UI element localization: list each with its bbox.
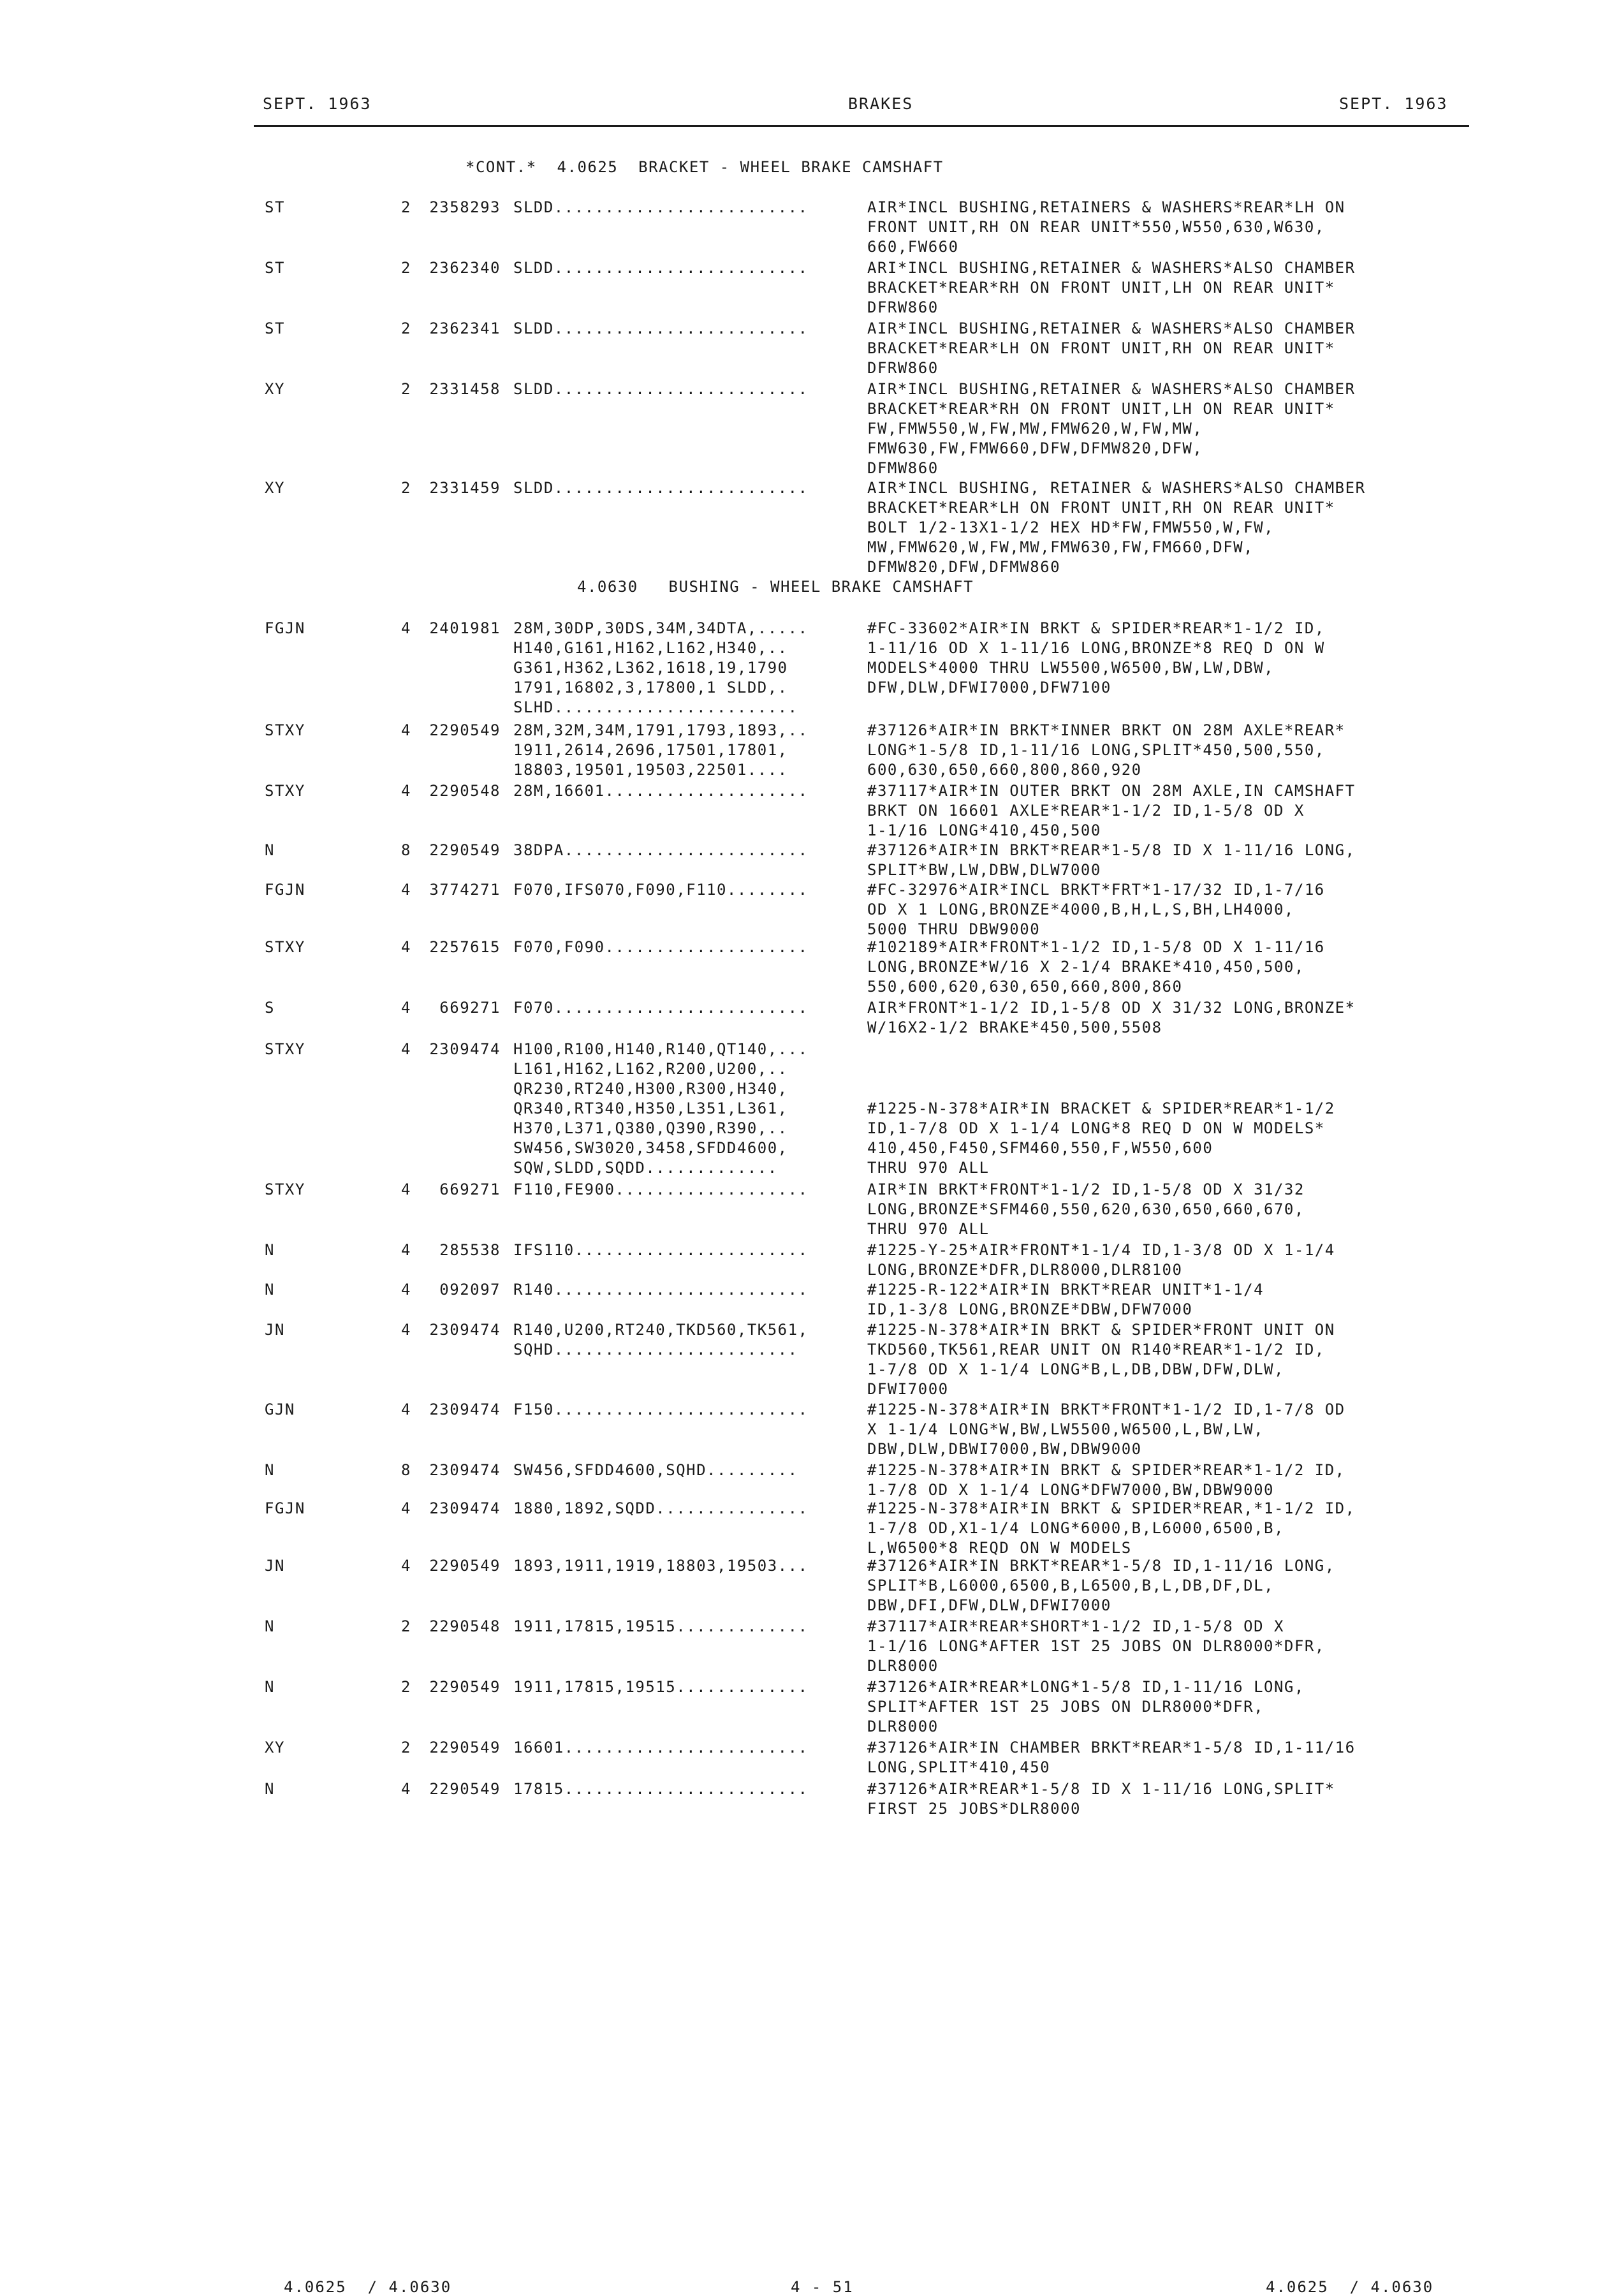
entry-models: [513, 619, 809, 718]
entry-code: ST: [265, 320, 285, 337]
description-line: L,W6500*8 REQD ON W MODELS: [867, 1539, 1132, 1557]
description-line: ARI*INCL BUSHING,RETAINER & WASHERS*ALSO CHAMBER: [867, 259, 1356, 277]
entry-part-number: 2331458: [429, 380, 501, 398]
description-line: #37126*AIR*IN BRKT*REAR*1-5/8 ID,1-11/16 LONG,: [867, 1557, 1335, 1575]
entry-part-number: 2401981: [429, 619, 501, 637]
model-line: QR340,RT340,H350,L351,L361,: [513, 1100, 788, 1117]
description-line: #102189*AIR*FRONT*1-1/2 ID,1-5/8 OD X 1-11/16: [867, 938, 1325, 956]
entry-description: [867, 1617, 1325, 1676]
entry-part-number: 3774271: [429, 881, 501, 899]
entry-models: [513, 841, 809, 860]
model-line: R140,U200,RT240,TKD560,TK561,: [513, 1321, 809, 1339]
description-line: 1-7/8 OD X 1-1/4 LONG*B,L,DB,DBW,DFW,DLW,: [867, 1360, 1284, 1378]
description-line: FW,FMW550,W,FW,MW,FMW620,W,FW,MW,: [867, 420, 1203, 438]
description-line: #37126*AIR*REAR*LONG*1-5/8 ID,1-11/16 LONG,: [867, 1678, 1305, 1696]
entry-models: [513, 781, 809, 801]
entry-description: [867, 258, 1356, 318]
entry-description: [867, 841, 1356, 880]
model-line: SLDD.........................: [513, 380, 809, 398]
model-line: 16601........................: [513, 1739, 809, 1756]
header-title: BRAKES: [848, 94, 914, 113]
entry-models: [513, 478, 809, 498]
model-line: QR230,RT240,H300,R300,H340,: [513, 1080, 788, 1098]
entry-code: N: [265, 1241, 275, 1259]
description-line: BRACKET*REAR*LH ON FRONT UNIT,RH ON REAR UNIT*: [867, 339, 1335, 357]
model-line: 1911,17815,19515.............: [513, 1617, 809, 1635]
entry-quantity: 4: [401, 1321, 411, 1339]
description-line: #FC-33602*AIR*IN BRKT & SPIDER*REAR*1-1/2 ID,: [867, 619, 1325, 637]
description-line: DFWI7000: [867, 1380, 949, 1398]
entry-quantity: 2: [401, 1739, 411, 1756]
description-line: #37126*AIR*IN CHAMBER BRKT*REAR*1-5/8 ID,1-11/16: [867, 1739, 1356, 1756]
entry-quantity: 4: [401, 1499, 411, 1517]
entry-models: [513, 258, 809, 278]
entry-code: XY: [265, 1739, 285, 1756]
entry-part-number: 2309474: [429, 1499, 501, 1517]
model-line: 1791,16802,3,17800,1 SLDD,.: [513, 679, 788, 696]
model-line: SQHD........................: [513, 1341, 798, 1358]
entry-models: [513, 1617, 809, 1637]
entry-quantity: 2: [401, 198, 411, 216]
description-line: [867, 1079, 1335, 1099]
entry-description: [867, 781, 1356, 841]
description-line: DLR8000: [867, 1718, 939, 1735]
entry-code: N: [265, 1281, 275, 1299]
entry-description: [867, 1779, 1335, 1819]
description-line: DFMW860: [867, 459, 939, 477]
footer-right: 4.0625 / 4.0630: [1266, 2278, 1434, 2296]
entry-code: FGJN: [265, 1499, 305, 1517]
description-line: MW,FMW620,W,FW,MW,FMW630,FW,FM660,DFW,: [867, 538, 1254, 556]
model-line: H140,G161,H162,L162,H340,..: [513, 639, 788, 657]
entry-quantity: 4: [401, 1780, 411, 1798]
description-line: #1225-Y-25*AIR*FRONT*1-1/4 ID,1-3/8 OD X 1-1/4: [867, 1241, 1335, 1259]
description-line: 1-7/8 OD,X1-1/4 LONG*6000,B,L6000,6500,B,: [867, 1519, 1284, 1537]
entry-part-number: 2309474: [429, 1040, 501, 1058]
description-line: 660,FW660: [867, 238, 959, 256]
description-line: X 1-1/4 LONG*W,BW,LW5500,W6500,L,BW,LW,: [867, 1420, 1264, 1438]
model-line: L161,H162,L162,R200,U200,..: [513, 1060, 788, 1078]
model-line: F150.........................: [513, 1401, 809, 1418]
description-line: #1225-R-122*AIR*IN BRKT*REAR UNIT*1-1/4: [867, 1281, 1264, 1299]
description-line: LONG,BRONZE*W/16 X 2-1/4 BRAKE*410,450,500,: [867, 958, 1305, 976]
footer-left: 4.0625 / 4.0630: [284, 2278, 452, 2296]
description-line: 1-7/8 OD X 1-1/4 LONG*DFW7000,BW,DBW9000: [867, 1481, 1274, 1499]
entry-description: [867, 1240, 1335, 1280]
entry-description: [867, 1499, 1356, 1558]
model-line: SW456,SW3020,3458,SFDD4600,: [513, 1139, 788, 1157]
entry-part-number: 669271: [439, 999, 501, 1017]
model-line: SQW,SLDD,SQDD.............: [513, 1159, 778, 1177]
entry-part-number: 2257615: [429, 938, 501, 956]
description-line: BRACKET*REAR*RH ON FRONT UNIT,LH ON REAR UNIT*: [867, 400, 1335, 418]
header-rule: [254, 125, 1469, 127]
entry-code: S: [265, 999, 275, 1017]
model-line: H100,R100,H140,R140,QT140,...: [513, 1040, 809, 1058]
entry-quantity: 2: [401, 1678, 411, 1696]
model-line: R140.........................: [513, 1281, 809, 1299]
model-line: SLDD.........................: [513, 259, 809, 277]
entry-code: FGJN: [265, 881, 305, 899]
entry-quantity: 2: [401, 380, 411, 398]
description-line: #37126*AIR*REAR*1-5/8 ID X 1-11/16 LONG,SPLIT*: [867, 1780, 1335, 1798]
entry-part-number: 2290549: [429, 1739, 501, 1756]
model-line: F110,FE900...................: [513, 1181, 809, 1198]
description-line: LONG,BRONZE*DFR,DLR8000,DLR8100: [867, 1261, 1183, 1279]
entry-quantity: 4: [401, 938, 411, 956]
entry-models: [513, 1180, 809, 1200]
entry-models: [513, 1240, 809, 1260]
description-line: 1-1/16 LONG*410,450,500: [867, 821, 1101, 839]
description-line: #1225-N-378*AIR*IN BRKT*FRONT*1-1/2 ID,1-7/8 OD: [867, 1401, 1345, 1418]
entry-part-number: 2309474: [429, 1401, 501, 1418]
description-line: THRU 970 ALL: [867, 1159, 990, 1177]
description-line: #1225-N-378*AIR*IN BRKT & SPIDER*REAR*1-1/2 ID,: [867, 1461, 1345, 1479]
entry-quantity: 4: [401, 782, 411, 800]
entry-models: [513, 1280, 809, 1300]
entry-quantity: 4: [401, 1241, 411, 1259]
entry-code: XY: [265, 479, 285, 497]
description-line: AIR*FRONT*1-1/2 ID,1-5/8 OD X 31/32 LONG,BRONZE*: [867, 999, 1356, 1017]
model-line: IFS110.......................: [513, 1241, 809, 1259]
entry-code: N: [265, 841, 275, 859]
description-line: #37126*AIR*IN BRKT*INNER BRKT ON 28M AXLE*REAR*: [867, 721, 1345, 739]
entry-models: [513, 1556, 809, 1576]
entry-code: STXY: [265, 721, 305, 739]
entry-quantity: 4: [401, 999, 411, 1017]
entry-quantity: 4: [401, 619, 411, 637]
entry-quantity: 8: [401, 841, 411, 859]
description-line: 600,630,650,660,800,860,920: [867, 761, 1142, 779]
entry-part-number: 2309474: [429, 1461, 501, 1479]
entry-models: [513, 880, 809, 900]
entry-description: [867, 1180, 1305, 1239]
model-line: 38DPA........................: [513, 841, 809, 859]
entry-part-number: 2290549: [429, 841, 501, 859]
model-line: H370,L371,Q380,Q390,R390,..: [513, 1119, 788, 1137]
entry-quantity: 4: [401, 881, 411, 899]
entry-quantity: 4: [401, 1401, 411, 1418]
entry-models: [513, 1320, 809, 1360]
entry-quantity: 2: [401, 479, 411, 497]
model-line: SW456,SFDD4600,SQHD.........: [513, 1461, 798, 1479]
entry-models: [513, 198, 809, 217]
description-line: 410,450,F450,SFM460,550,F,W550,600: [867, 1139, 1213, 1157]
entry-models: [513, 1461, 798, 1480]
entry-code: N: [265, 1678, 275, 1696]
entry-code: STXY: [265, 782, 305, 800]
description-line: DFRW860: [867, 359, 939, 377]
description-line: #37117*AIR*REAR*SHORT*1-1/2 ID,1-5/8 OD X: [867, 1617, 1284, 1635]
description-line: ID,1-7/8 OD X 1-1/4 LONG*8 REQ D ON W MODELS*: [867, 1119, 1325, 1137]
description-line: #37117*AIR*IN OUTER BRKT ON 28M AXLE,IN CAMSHAFT: [867, 782, 1356, 800]
model-line: 28M,32M,34M,1791,1793,1893,..: [513, 721, 809, 739]
entry-models: [513, 998, 809, 1018]
model-line: F070,F090....................: [513, 938, 809, 956]
entry-code: STXY: [265, 938, 305, 956]
entry-quantity: 4: [401, 1557, 411, 1575]
description-line: FIRST 25 JOBS*DLR8000: [867, 1800, 1081, 1818]
description-line: LONG,SPLIT*410,450: [867, 1758, 1051, 1776]
description-line: #1225-N-378*AIR*IN BRKT & SPIDER*REAR,*1-1/2 ID,: [867, 1499, 1356, 1517]
entry-quantity: 2: [401, 320, 411, 337]
entry-description: [867, 1738, 1356, 1777]
entry-models: [513, 319, 809, 339]
entry-part-number: 2290548: [429, 782, 501, 800]
section-title: 4.0630 BUSHING - WHEEL BRAKE CAMSHAFT: [577, 578, 974, 596]
entry-models: [513, 1738, 809, 1758]
entry-part-number: 2309474: [429, 1321, 501, 1339]
entry-description: [867, 1040, 1335, 1178]
entry-quantity: 4: [401, 1040, 411, 1058]
entry-code: N: [265, 1780, 275, 1798]
model-line: 1880,1892,SQDD...............: [513, 1499, 809, 1517]
model-line: 28M,30DP,30DS,34M,34DTA,.....: [513, 619, 809, 637]
entry-description: [867, 1556, 1335, 1615]
entry-models: [513, 1400, 809, 1420]
entry-part-number: 2290549: [429, 721, 501, 739]
header-date-left: SEPT. 1963: [263, 94, 372, 113]
model-line: G361,H362,L362,1618,19,1790: [513, 659, 788, 677]
entry-part-number: 2362340: [429, 259, 501, 277]
entry-part-number: 2290549: [429, 1780, 501, 1798]
description-line: #1225-N-378*AIR*IN BRACKET & SPIDER*REAR*1-1/2: [867, 1100, 1335, 1117]
entry-quantity: 4: [401, 1281, 411, 1299]
entry-description: [867, 1677, 1305, 1737]
description-line: BRACKET*REAR*LH ON FRONT UNIT,RH ON REAR UNIT*: [867, 499, 1335, 517]
entry-code: N: [265, 1461, 275, 1479]
description-line: #1225-N-378*AIR*IN BRKT & SPIDER*FRONT UNIT ON: [867, 1321, 1335, 1339]
description-line: MODELS*4000 THRU LW5500,W6500,BW,LW,DBW,: [867, 659, 1274, 677]
entry-description: [867, 1280, 1264, 1320]
model-line: 28M,16601....................: [513, 782, 809, 800]
entry-code: XY: [265, 380, 285, 398]
description-line: DFW,DLW,DFWI7000,DFW7100: [867, 679, 1111, 696]
entry-models: [513, 1040, 809, 1178]
entry-description: [867, 1400, 1345, 1459]
entry-models: [513, 379, 809, 399]
description-line: DBW,DFI,DFW,DLW,DFWI7000: [867, 1596, 1111, 1614]
description-line: TKD560,TK561,REAR UNIT ON R140*REAR*1-1/2 ID,: [867, 1341, 1325, 1358]
description-line: 5000 THRU DBW9000: [867, 920, 1041, 938]
description-line: THRU 970 ALL: [867, 1220, 990, 1238]
description-line: FMW630,FW,FMW660,DFW,DFMW820,DFW,: [867, 439, 1203, 457]
model-line: SLDD.........................: [513, 320, 809, 337]
model-line: F070.........................: [513, 999, 809, 1017]
entry-models: [513, 1677, 809, 1697]
model-line: F070,IFS070,F090,F110........: [513, 881, 809, 899]
entry-part-number: 2290549: [429, 1678, 501, 1696]
entry-description: [867, 478, 1366, 577]
entry-part-number: 2358293: [429, 198, 501, 216]
description-line: AIR*INCL BUSHING,RETAINER & WASHERS*ALSO CHAMBER: [867, 380, 1356, 398]
entry-code: ST: [265, 198, 285, 216]
entry-description: [867, 998, 1356, 1038]
model-line: 1911,17815,19515.............: [513, 1678, 809, 1696]
entry-description: [867, 938, 1325, 997]
entry-models: [513, 1779, 809, 1799]
entry-part-number: 2290549: [429, 1557, 501, 1575]
section-title: *CONT.* 4.0625 BRACKET - WHEEL BRAKE CAMSHAFT: [465, 158, 944, 176]
description-line: AIR*IN BRKT*FRONT*1-1/2 ID,1-5/8 OD X 31/32: [867, 1181, 1305, 1198]
description-line: DLR8000: [867, 1657, 939, 1675]
description-line: AIR*INCL BUSHING,RETAINER & WASHERS*ALSO CHAMBER: [867, 320, 1356, 337]
entry-quantity: 4: [401, 721, 411, 739]
entry-code: ST: [265, 259, 285, 277]
entry-quantity: 2: [401, 1617, 411, 1635]
entry-models: [513, 938, 809, 957]
entry-description: [867, 379, 1356, 478]
entry-description: [867, 619, 1325, 698]
model-line: 18803,19501,19503,22501....: [513, 761, 788, 779]
entry-part-number: 2331459: [429, 479, 501, 497]
header-date-right: SEPT. 1963: [1339, 94, 1448, 113]
entry-code: GJN: [265, 1401, 295, 1418]
description-line: BOLT 1/2-13X1-1/2 HEX HD*FW,FMW550,W,FW,: [867, 519, 1274, 536]
description-line: #37126*AIR*IN BRKT*REAR*1-5/8 ID X 1-11/16 LONG,: [867, 841, 1356, 859]
entry-quantity: 4: [401, 1181, 411, 1198]
description-line: FRONT UNIT,RH ON REAR UNIT*550,W550,630,W630,: [867, 218, 1325, 236]
description-line: SPLIT*BW,LW,DBW,DLW7000: [867, 861, 1101, 879]
model-line: 1893,1911,1919,18803,19503...: [513, 1557, 809, 1575]
entry-part-number: 092097: [439, 1281, 501, 1299]
description-line: #FC-32976*AIR*INCL BRKT*FRT*1-17/32 ID,1-7/16: [867, 881, 1325, 899]
entry-part-number: 2362341: [429, 320, 501, 337]
description-line: AIR*INCL BUSHING,RETAINERS & WASHERS*REAR*LH ON: [867, 198, 1345, 216]
entry-part-number: 285538: [439, 1241, 501, 1259]
entry-code: JN: [265, 1321, 285, 1339]
entry-code: STXY: [265, 1040, 305, 1058]
entry-part-number: 2290548: [429, 1617, 501, 1635]
description-line: OD X 1 LONG,BRONZE*4000,B,H,L,S,BH,LH4000,: [867, 901, 1294, 918]
entry-quantity: 8: [401, 1461, 411, 1479]
entry-code: N: [265, 1617, 275, 1635]
entry-code: JN: [265, 1557, 285, 1575]
description-line: [867, 1059, 1335, 1079]
entry-description: [867, 1320, 1335, 1399]
description-line: SPLIT*B,L6000,6500,B,L6500,B,L,DB,DF,DL,: [867, 1577, 1274, 1594]
entry-description: [867, 1461, 1345, 1500]
description-line: DBW,DLW,DBWI7000,BW,DBW9000: [867, 1440, 1142, 1458]
entry-description: [867, 319, 1356, 378]
description-line: ID,1-3/8 LONG,BRONZE*DBW,DFW7000: [867, 1300, 1193, 1318]
entry-models: [513, 1499, 809, 1519]
description-line: W/16X2-1/2 BRAKE*450,500,5508: [867, 1019, 1162, 1036]
description-line: LONG,BRONZE*SFM460,550,620,630,650,660,670,: [867, 1200, 1305, 1218]
model-line: 17815........................: [513, 1780, 809, 1798]
description-line: BRACKET*REAR*RH ON FRONT UNIT,LH ON REAR UNIT*: [867, 279, 1335, 297]
entry-code: FGJN: [265, 619, 305, 637]
description-line: SPLIT*AFTER 1ST 25 JOBS ON DLR8000*DFR,: [867, 1698, 1264, 1716]
model-line: SLHD........................: [513, 698, 798, 716]
entry-description: [867, 880, 1325, 939]
model-line: SLDD.........................: [513, 198, 809, 216]
description-line: BRKT ON 16601 AXLE*REAR*1-1/2 ID,1-5/8 OD X: [867, 802, 1305, 820]
entry-description: [867, 721, 1345, 780]
entry-code: STXY: [265, 1181, 305, 1198]
description-line: LONG*1-5/8 ID,1-11/16 LONG,SPLIT*450,500,550,: [867, 741, 1325, 759]
entry-part-number: 669271: [439, 1181, 501, 1198]
description-line: [867, 1040, 1335, 1059]
entry-description: [867, 198, 1345, 257]
description-line: AIR*INCL BUSHING, RETAINER & WASHERS*ALSO CHAMBER: [867, 479, 1366, 497]
entry-quantity: 2: [401, 259, 411, 277]
entry-models: [513, 721, 809, 780]
model-line: 1911,2614,2696,17501,17801,: [513, 741, 788, 759]
model-line: SLDD.........................: [513, 479, 809, 497]
description-line: 1-11/16 OD X 1-11/16 LONG,BRONZE*8 REQ D ON W: [867, 639, 1325, 657]
page-number: 4 - 51: [791, 2278, 854, 2296]
description-line: DFMW820,DFW,DFMW860: [867, 558, 1061, 576]
description-line: 550,600,620,630,650,660,800,860: [867, 978, 1183, 996]
description-line: 1-1/16 LONG*AFTER 1ST 25 JOBS ON DLR8000*DFR,: [867, 1637, 1325, 1655]
description-line: DFRW860: [867, 298, 939, 316]
